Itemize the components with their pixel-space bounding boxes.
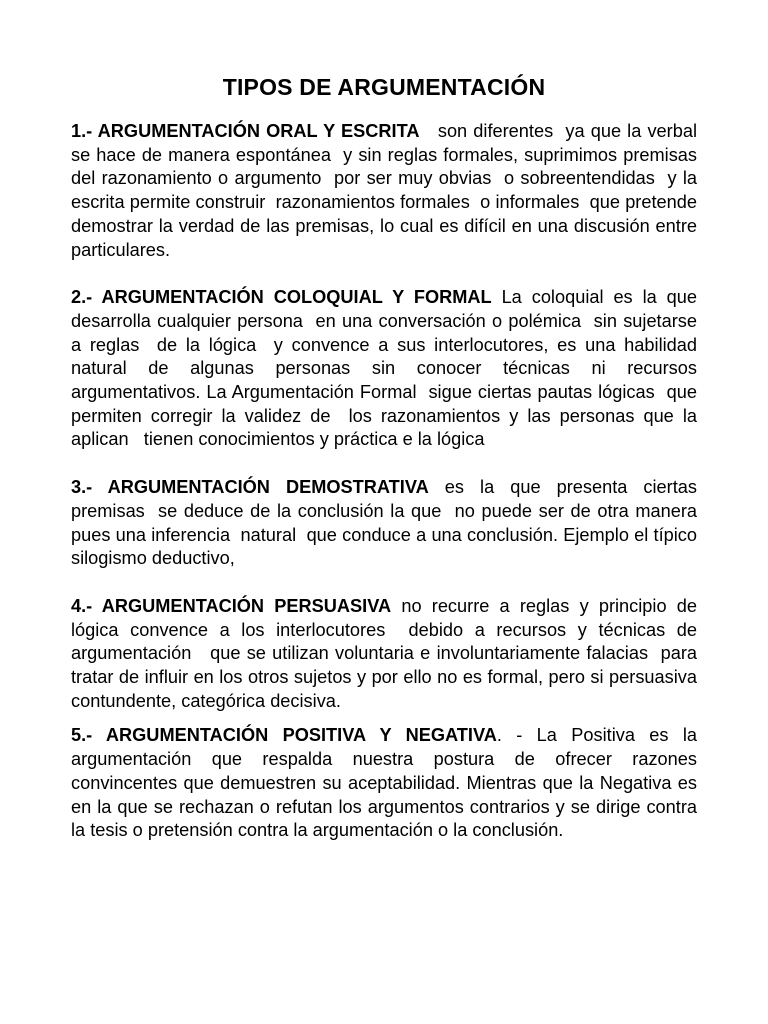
section-1-heading: 1.- ARGUMENTACIÓN ORAL Y ESCRITA (71, 121, 420, 141)
section-3-paragraph (71, 476, 708, 571)
section-4-body: no recurre a reglas y principio de lógica convence a los interlocutores debido a recursos y técnicas de argumentación que se utilizan voluntaria e involuntariamente falacias para tratar de influir en los otros sujetos y por ello no es formal, pero si persuasiva contundente, categórica decisiva. (71, 595, 703, 711)
section-2-body: La coloquial es la que desarrolla cualquier persona en una conversación o polémica sin sujetarse a reglas de la lógica y convence a sus interlocutores, es una habilidad natural de algunas personas sin conocer técnicas ni recursos argumentativos. La Argumentación Formal sigue ciertas pautas lógicas que permiten corregir la validez de los razonamientos y las personas que la aplican tienen conocimientos y práctica e la lógica (71, 287, 703, 450)
document-page (71, 72, 708, 843)
section-1-paragraph (71, 120, 708, 262)
section-5-heading: 5.- ARGUMENTACIÓN POSITIVA Y NEGATIVA (71, 725, 497, 746)
section-2-heading: 2.- ARGUMENTACIÓN COLOQUIAL Y FORMAL (71, 287, 492, 308)
section-2-paragraph (71, 286, 703, 452)
section-3-heading: 3.- ARGUMENTACIÓN DEMOSTRATIVA (71, 477, 429, 498)
section-3-body: es la que presenta ciertas premisas se deduce de la conclusión la que no puede ser de otra manera pues una inferencia natural que conduce a una conclusión. Ejemplo el típico silogismo deductivo, (71, 477, 708, 569)
section-4-paragraph (71, 595, 703, 714)
section-5-paragraph (71, 724, 703, 843)
section-5-body: . - La Positiva es la argumentación que respalda nuestra postura de ofrecer razones convincentes que demuestren su aceptabilidad. Mientras que la Negativa es en la que se rechazan o refutan los argumentos contrarios y se dirige contra la tesis o pretensión contra la argumentación o la conclusión. (71, 725, 703, 841)
document-title: TIPOS DE ARGUMENTACIÓN (222, 74, 546, 100)
section-1-body: son diferentes ya que la verbal se hace de manera espontánea y sin reglas formales, suprimimos premisas del razonamiento o argumento por ser muy obvias o sobreentendidas y la escrita permite construir razonamientos formales o informales que pretende demostrar la verdad de las premisas, lo cual es difícil en una discusión entre particulares. (71, 121, 708, 260)
section-4-heading: 4.- ARGUMENTACIÓN PERSUASIVA (71, 595, 392, 616)
